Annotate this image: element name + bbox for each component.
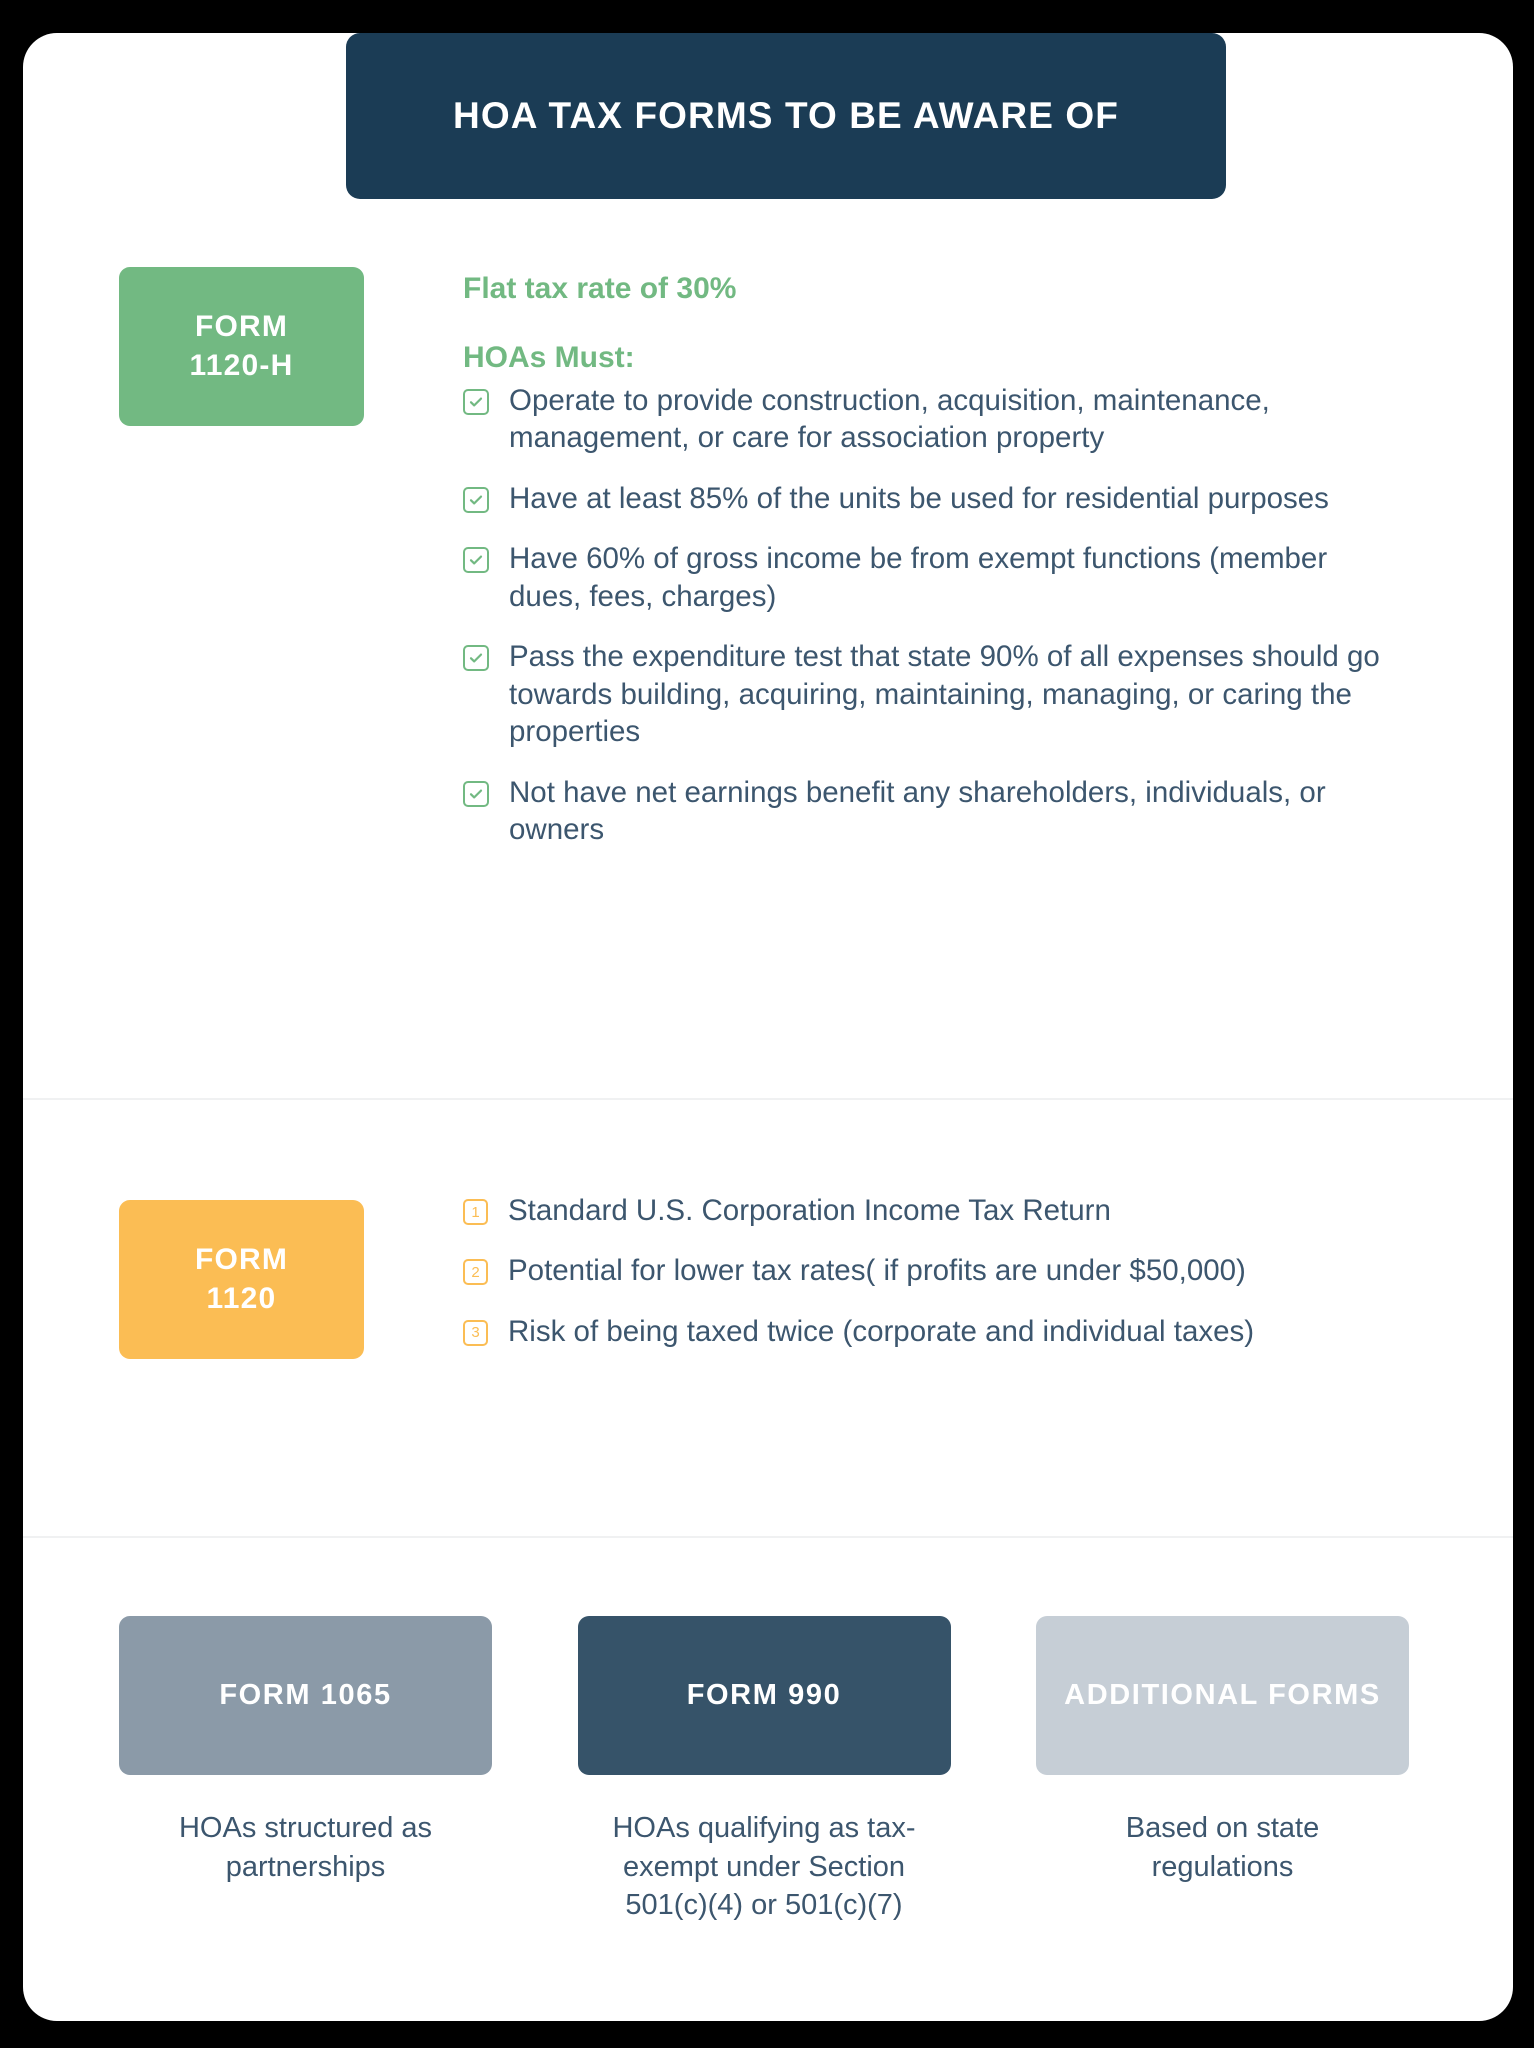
checkbox-icon [463, 389, 489, 415]
number-badge-label: 1 [463, 1199, 488, 1225]
list-item [463, 1313, 1393, 1350]
badge-form-1120-line1: FORM [194, 1243, 289, 1277]
badge-form-1120-line2: 1120 [206, 1281, 277, 1315]
badge-form-990: FORM 990 [578, 1616, 951, 1775]
checkbox-icon [463, 547, 489, 573]
badge-additional-forms: ADDITIONAL FORMS [1036, 1616, 1409, 1775]
caption-form-990: HOAs qualifying as tax-exempt under Section 501(c)(4) or 501(c)(7) [612, 1812, 916, 1922]
list-item [463, 480, 1393, 517]
number-badge-label: 2 [463, 1259, 488, 1285]
caption-form-1065: HOAs structured as partnerships [178, 1812, 433, 1883]
badge-form-1120 [119, 1200, 364, 1359]
content-form-1120 [463, 1192, 1393, 1350]
badge-form-1120h [119, 267, 364, 426]
number-badge-icon [463, 1199, 488, 1225]
list-item-text: Have at least 85% of the units be used for residential purposes [509, 481, 1329, 515]
section-other-forms [23, 1536, 1513, 2021]
section-form-1120 [23, 1098, 1513, 1536]
list-item-text: Risk of being taxed twice (corporate and individual taxes) [508, 1314, 1255, 1348]
section-form-1120h [23, 199, 1513, 1098]
checkbox-icon [463, 781, 489, 807]
checkbox-icon [463, 487, 489, 513]
list-item-text: Have 60% of gross income be from exempt functions (member dues, fees, charges) [509, 542, 1328, 613]
number-badge-icon [463, 1320, 488, 1346]
other-form-column [119, 1616, 492, 1925]
list-item-text: Pass the expenditure test that state 90% of all expenses should go towards building, acquiring, maintaining, managing, or caring the properties [509, 640, 1380, 749]
list-item [463, 540, 1393, 615]
caption-additional-forms: Based on state regulations [1125, 1812, 1320, 1883]
infographic-card [23, 33, 1513, 2021]
badge-form-1120h-line1: FORM [194, 310, 289, 344]
list-item-text: Standard U.S. Corporation Income Tax Return [508, 1194, 1111, 1227]
list-item [463, 1252, 1393, 1289]
page-title: HOA TAX FORMS TO BE AWARE OF [453, 94, 1119, 136]
checkbox-icon [463, 645, 489, 671]
list-item-text: Potential for lower tax rates( if profits are under $50,000) [508, 1254, 1246, 1288]
number-badge-icon [463, 1259, 488, 1285]
list-item [463, 774, 1393, 849]
requirements-list [463, 382, 1393, 849]
badge-form-1120h-line2: 1120-H [189, 348, 294, 382]
hoas-must-subheading: HOAs Must: [463, 341, 635, 374]
list-item-text: Operate to provide construction, acquisition, maintenance, management, or care for association property [509, 384, 1270, 455]
list-item-text: Not have net earnings benefit any shareholders, individuals, or owners [509, 775, 1326, 847]
list-item [463, 1192, 1393, 1229]
other-form-column [1036, 1616, 1409, 1925]
other-forms-row [119, 1616, 1409, 1925]
number-badge-label: 3 [463, 1320, 488, 1346]
benefits-list [463, 1192, 1393, 1350]
content-form-1120h [463, 269, 1393, 849]
list-item [463, 638, 1393, 750]
flat-tax-rate-text: Flat tax rate of 30% [463, 272, 737, 305]
other-form-column [578, 1616, 951, 1925]
badge-form-1065: FORM 1065 [119, 1616, 492, 1775]
header-ribbon [346, 33, 1226, 199]
list-item [463, 382, 1393, 457]
